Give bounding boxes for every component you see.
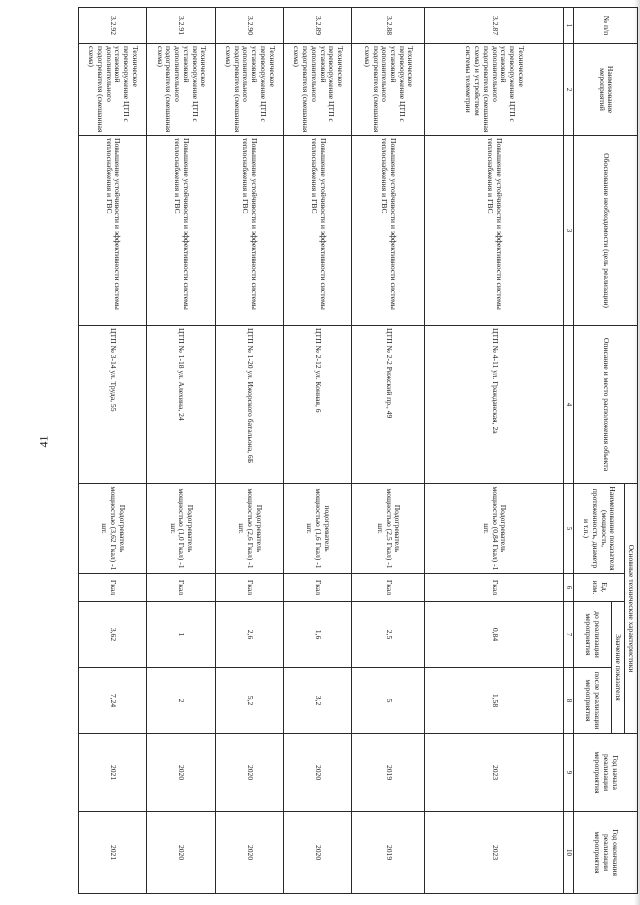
row-name: Техническое перевооружение ЦТП с установкой дополнительного подогревателя (смешанная схема) [147,44,215,136]
table-row [147,8,215,894]
row-indicator: Подогреватель мощностью (1,0 Гкал) -1 шт. [147,484,215,574]
row-before: 3,62 [79,602,147,668]
column-number: 8 [564,668,574,734]
column-number: 5 [564,484,574,574]
row-location: ЦТП № 4-11 ул. Гражданская, 2а [425,326,564,484]
row-start-year: 2020 [147,734,215,812]
row-unit: Гкал [352,574,425,602]
row-before: 2,6 [215,602,283,668]
column-number: 9 [564,734,574,812]
table-row [425,8,564,894]
row-indicator: Подогреватель мощностью (2,5 Гкал) -1 шт. [352,484,425,574]
row-end-year: 2020 [284,812,352,894]
row-num: 3.2.89 [284,8,352,44]
row-end-year: 2021 [79,812,147,894]
row-end-year: 2023 [425,812,564,894]
row-start-year: 2021 [79,734,147,812]
row-name: Техническое перевооружение ЦТП с установкой дополнительного подогревателя (смешанная схема) и устройством системы телеметрии [425,44,564,136]
row-unit: Гкал [425,574,564,602]
row-indicator: Подогреватель мощностью (0,84 Гкал) -1 шт. [425,484,564,574]
row-before: 2,5 [352,602,425,668]
row-end-year: 2019 [352,812,425,894]
row-unit: Гкал [284,574,352,602]
row-start-year: 2020 [215,734,283,812]
row-after: 3,2 [284,668,352,734]
header-justification: Обоснование необходимости (цель реализации) [574,136,638,326]
header-value-group: Значение показателя [611,602,624,734]
header-indicator: Наименование показателя (мощность, протяженность, диаметр и т.п.) [574,484,625,574]
row-num: 3.2.90 [215,8,283,44]
row-name: Техническое перевооружение ЦТП с установкой дополнительного подогревателя (смешанная схема) [215,44,283,136]
row-end-year: 2020 [215,812,283,894]
row-location: ЦТП № 1-20 ул. Ижорского батальона, 6Б [215,326,283,484]
row-justification: Повышение устойчивости и эффективности системы теплоснабжения и ГВС [79,136,147,326]
row-start-year: 2019 [352,734,425,812]
row-before: 1,6 [284,602,352,668]
row-location: ЦТП № 2-2 Рижский пр., 49 [352,326,425,484]
row-justification: Повышение устойчивости и эффективности системы теплоснабжения и ГВС [352,136,425,326]
row-num: 3.2.92 [79,8,147,44]
row-before: 1 [147,602,215,668]
table-row [352,8,425,894]
header-num: № п/п [574,8,638,44]
row-num: 3.2.91 [147,8,215,44]
row-start-year: 2020 [284,734,352,812]
row-num: 3.2.87 [425,8,564,44]
table-row [284,8,352,894]
row-start-year: 2023 [425,734,564,812]
row-after: 7,24 [79,668,147,734]
row-num: 3.2.88 [352,8,425,44]
measures-table [78,7,638,894]
row-before: 0,84 [425,602,564,668]
page-number: 41 [36,435,51,448]
column-number: 4 [564,326,574,484]
column-number-row [564,8,574,894]
column-number: 6 [564,574,574,602]
header-start-year: Год начала реализации мероприятия [574,734,638,812]
row-after: 5,2 [215,668,283,734]
row-unit: Гкал [79,574,147,602]
header-tech-group: Основные технические характеристики [624,484,637,734]
row-indicator: подогреватель мощностью (1,6 Гкал) -1 шт. [284,484,352,574]
row-unit: Гкал [147,574,215,602]
row-end-year: 2020 [147,812,215,894]
row-justification: Повышение устойчивости и эффективности системы теплоснабжения и ГВС [215,136,283,326]
row-after: 2 [147,668,215,734]
row-location: ЦТП № 2-12 ул. Конная, 6 [284,326,352,484]
header-before: до реализации мероприятия [574,602,611,668]
table-row [79,8,147,894]
row-indicator: Подогреватель мощностью (2,6 Гкал) -1 шт. [215,484,283,574]
row-name: Техническое перевооружение ЦТП с установкой дополнительного подогревателя (смешанная схема) [352,44,425,136]
row-indicator: Подогреватель мощностью (3,62 Гкал) -1 шт. [79,484,147,574]
row-unit: Гкал [215,574,283,602]
rotated-table-container [78,7,638,893]
column-number: 7 [564,602,574,668]
header-unit: Ед. изм. [574,574,625,602]
column-number: 3 [564,136,574,326]
header-location: Описание и место расположения объекта [574,326,638,484]
column-number: 2 [564,44,574,136]
row-location: ЦТП № 3-14 ул. Труда, 55 [79,326,147,484]
row-justification: Повышение устойчивости и эффективности системы теплоснабжения и ГВС [147,136,215,326]
header-end-year: Год окончания реализации мероприятия [574,812,638,894]
row-after: 5 [352,668,425,734]
table-row [215,8,283,894]
row-after: 1,58 [425,668,564,734]
header-after: после реализации мероприятия [574,668,611,734]
column-number: 1 [564,8,574,44]
row-name: Техническое перевооружение ЦТП с установкой дополнительного подогревателя (смешанная схема) [284,44,352,136]
header-name: Наименование мероприятий [574,44,638,136]
row-name: Техническое перевооружение ЦТП с установкой дополнительного подогревателя (смешанная схема) [79,44,147,136]
row-justification: Повышение устойчивости и эффективности системы теплоснабжения и ГВС [425,136,564,326]
row-location: ЦТП № 1-18 ул. Алехина, 24 [147,326,215,484]
row-justification: Повышение устойчивости и эффективности системы теплоснабжения и ГВС [284,136,352,326]
column-number: 10 [564,812,574,894]
